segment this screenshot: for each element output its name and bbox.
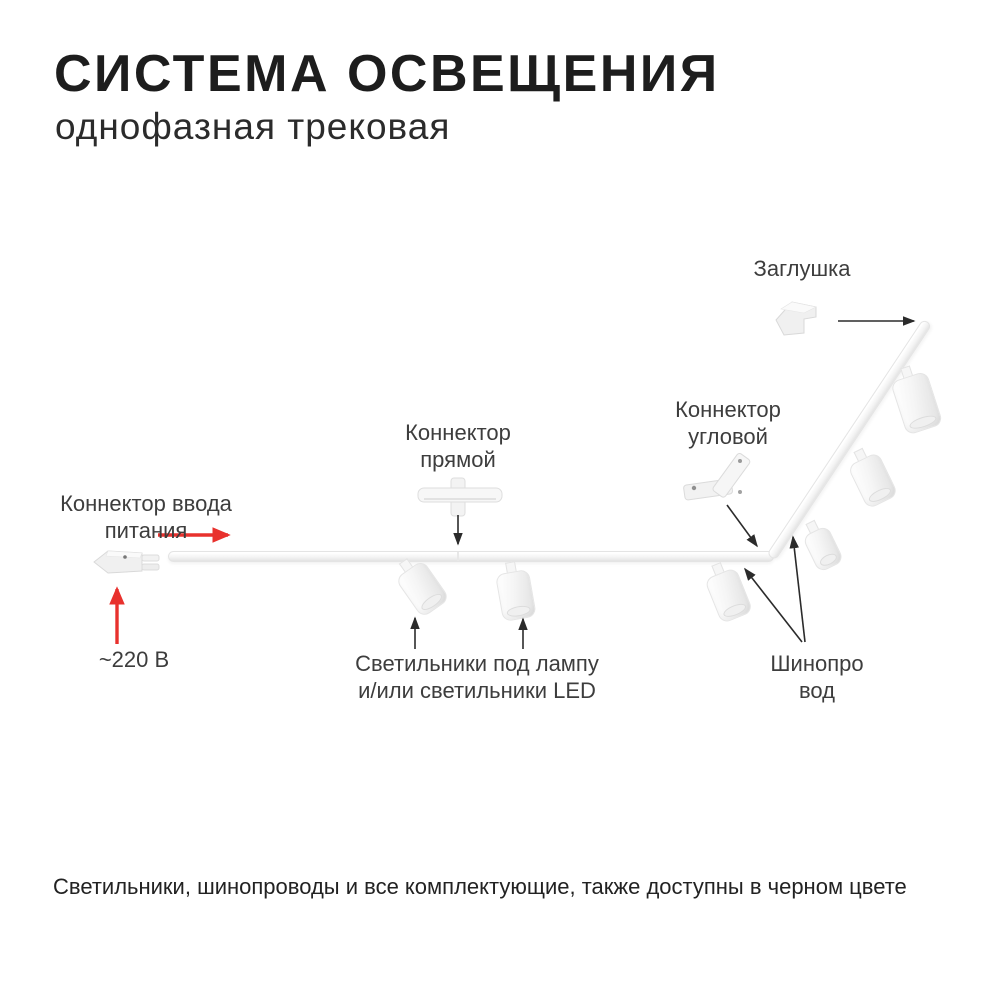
spotlight-lens xyxy=(818,551,839,568)
end-cap-label-text: Заглушка xyxy=(753,256,851,281)
straight-connector-label xyxy=(358,419,558,473)
corner-connector-label-line2: угловой xyxy=(688,424,768,449)
spotlight-fixture xyxy=(886,361,944,436)
spotlight-fixture xyxy=(490,559,539,623)
corner-connector-label xyxy=(628,396,828,450)
spotlight-lens xyxy=(419,591,444,613)
lights-label xyxy=(302,650,652,704)
power-connector-label-line2: питания xyxy=(104,518,188,543)
lights-label-line1: Светильники под лампу xyxy=(355,651,599,676)
power-connector-label xyxy=(36,490,256,544)
track-label xyxy=(717,650,917,704)
spotlight-lens xyxy=(867,485,893,505)
power-connector-label-line1: Коннектор ввода xyxy=(60,491,232,516)
footer-note: Светильники, шинопроводы и все комплектующие, также доступны в черном цвете xyxy=(53,874,907,899)
spotlight-fixture xyxy=(840,441,901,511)
track-horizontal xyxy=(168,551,774,562)
corner-connector-icon xyxy=(680,448,772,508)
straight-connector-icon xyxy=(416,476,504,518)
straight-connector-label-line2: прямой xyxy=(420,447,496,472)
spotlight-body xyxy=(847,452,899,510)
spotlight-lens xyxy=(506,604,531,618)
spotlight-body xyxy=(704,567,754,624)
straight-connector-label-line1: Коннектор xyxy=(405,420,511,445)
track-joint xyxy=(457,552,459,561)
page-title: СИСТЕМА ОСВЕЩЕНИЯ xyxy=(54,45,720,103)
arrow-corner-connector xyxy=(727,505,757,546)
voltage-label-text: ~220 В xyxy=(98,647,170,672)
voltage-label xyxy=(84,646,184,673)
spotlight-body xyxy=(802,525,845,573)
track-label-line1: Шинопро xyxy=(770,651,864,676)
spotlight-fixture xyxy=(697,557,756,626)
end-cap-icon xyxy=(770,292,830,342)
power-connector-icon xyxy=(92,544,164,580)
spotlight-lens xyxy=(722,601,748,619)
end-cap-label xyxy=(702,255,902,282)
page-subtitle: однофазная трековая xyxy=(55,106,451,147)
spotlight-body xyxy=(495,569,537,622)
corner-connector-label-line1: Коннектор xyxy=(675,397,781,422)
spotlight-body xyxy=(890,371,943,436)
track-label-line2: вод xyxy=(798,678,836,703)
spotlight-lens xyxy=(908,413,938,431)
lights-label-line2: и/или светильники LED xyxy=(358,678,596,703)
